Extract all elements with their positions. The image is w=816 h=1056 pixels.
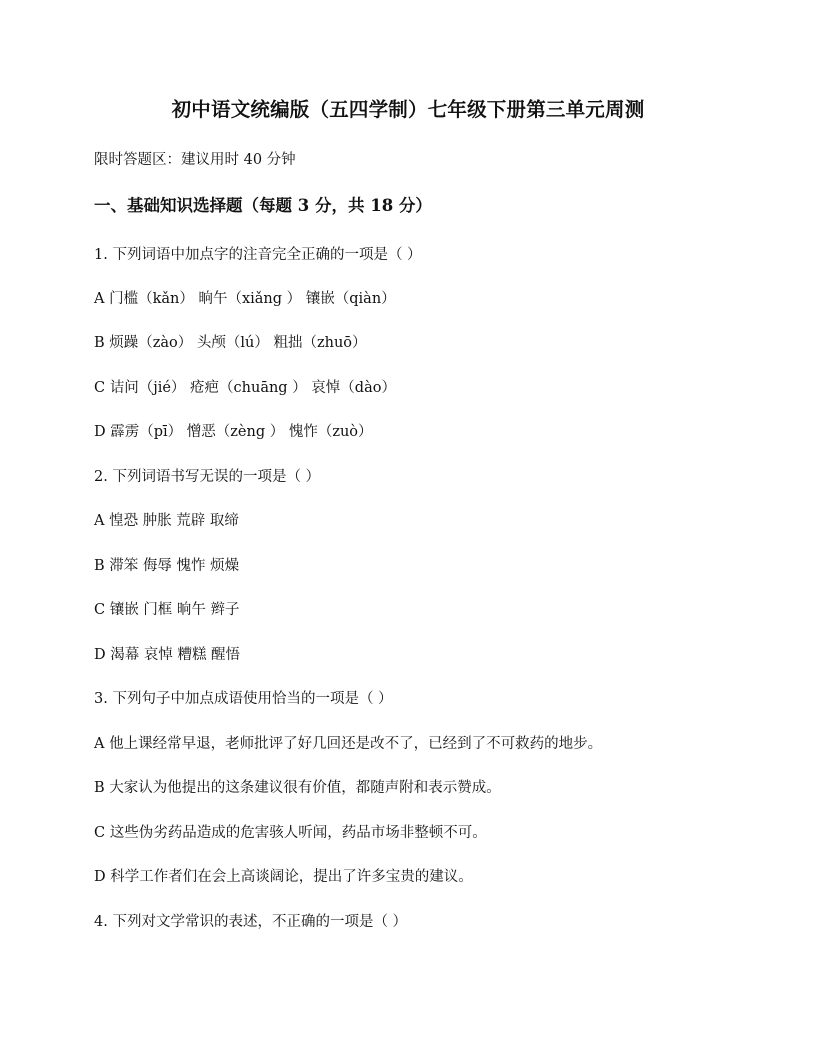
question-option: D 渴幕 哀悼 糟糕 醒悟 bbox=[94, 647, 241, 663]
question-stem: 3. 下列句子中加点成语使用恰当的一项是（ ） bbox=[94, 691, 393, 707]
question-stem: 1. 下列词语中加点字的注音完全正确的一项是（ ） bbox=[94, 247, 422, 263]
question-option: B 烦躁（zào） 头颅（lú） 粗拙（zhuō） bbox=[94, 335, 367, 351]
question-option: B 大家认为他提出的这条建议很有价值，都随声附和表示赞成。 bbox=[94, 780, 501, 796]
question-stem: 2. 下列词语书写无误的一项是（ ） bbox=[94, 469, 321, 485]
question-option: C 镶嵌 门框 晌午 辫子 bbox=[94, 602, 240, 618]
section-heading: 一、基础知识选择题（每题 3 分，共 18 分） bbox=[94, 196, 432, 215]
question-option: A 门槛（kǎn） 晌午（xiǎng ） 镶嵌（qiàn） bbox=[94, 291, 396, 307]
question-option: C 诘问（jié） 疮疤（chuāng ） 哀悼（dào） bbox=[94, 380, 396, 396]
question-option: A 惶恐 肿胀 荒辟 取缔 bbox=[94, 513, 239, 529]
question-option: D 科学工作者们在会上高谈阔论，提出了许多宝贵的建议。 bbox=[94, 869, 473, 885]
question-option: A 他上课经常早退，老师批评了好几回还是改不了，已经到了不可救药的地步。 bbox=[94, 736, 603, 752]
time-note: 限时答题区：建议用时 40 分钟 bbox=[94, 152, 296, 168]
question-stem: 4. 下列对文学常识的表述，不正确的一项是（ ） bbox=[94, 914, 408, 930]
document-title: 初中语文统编版（五四学制）七年级下册第三单元周测 bbox=[171, 98, 645, 121]
question-option: D 霹雳（pī） 憎恶（zèng ） 愧怍（zuò） bbox=[94, 424, 373, 440]
question-option: C 这些伪劣药品造成的危害骇人听闻，药品市场非整顿不可。 bbox=[94, 825, 487, 841]
question-option: B 滞笨 侮辱 愧怍 烦燥 bbox=[94, 558, 240, 574]
